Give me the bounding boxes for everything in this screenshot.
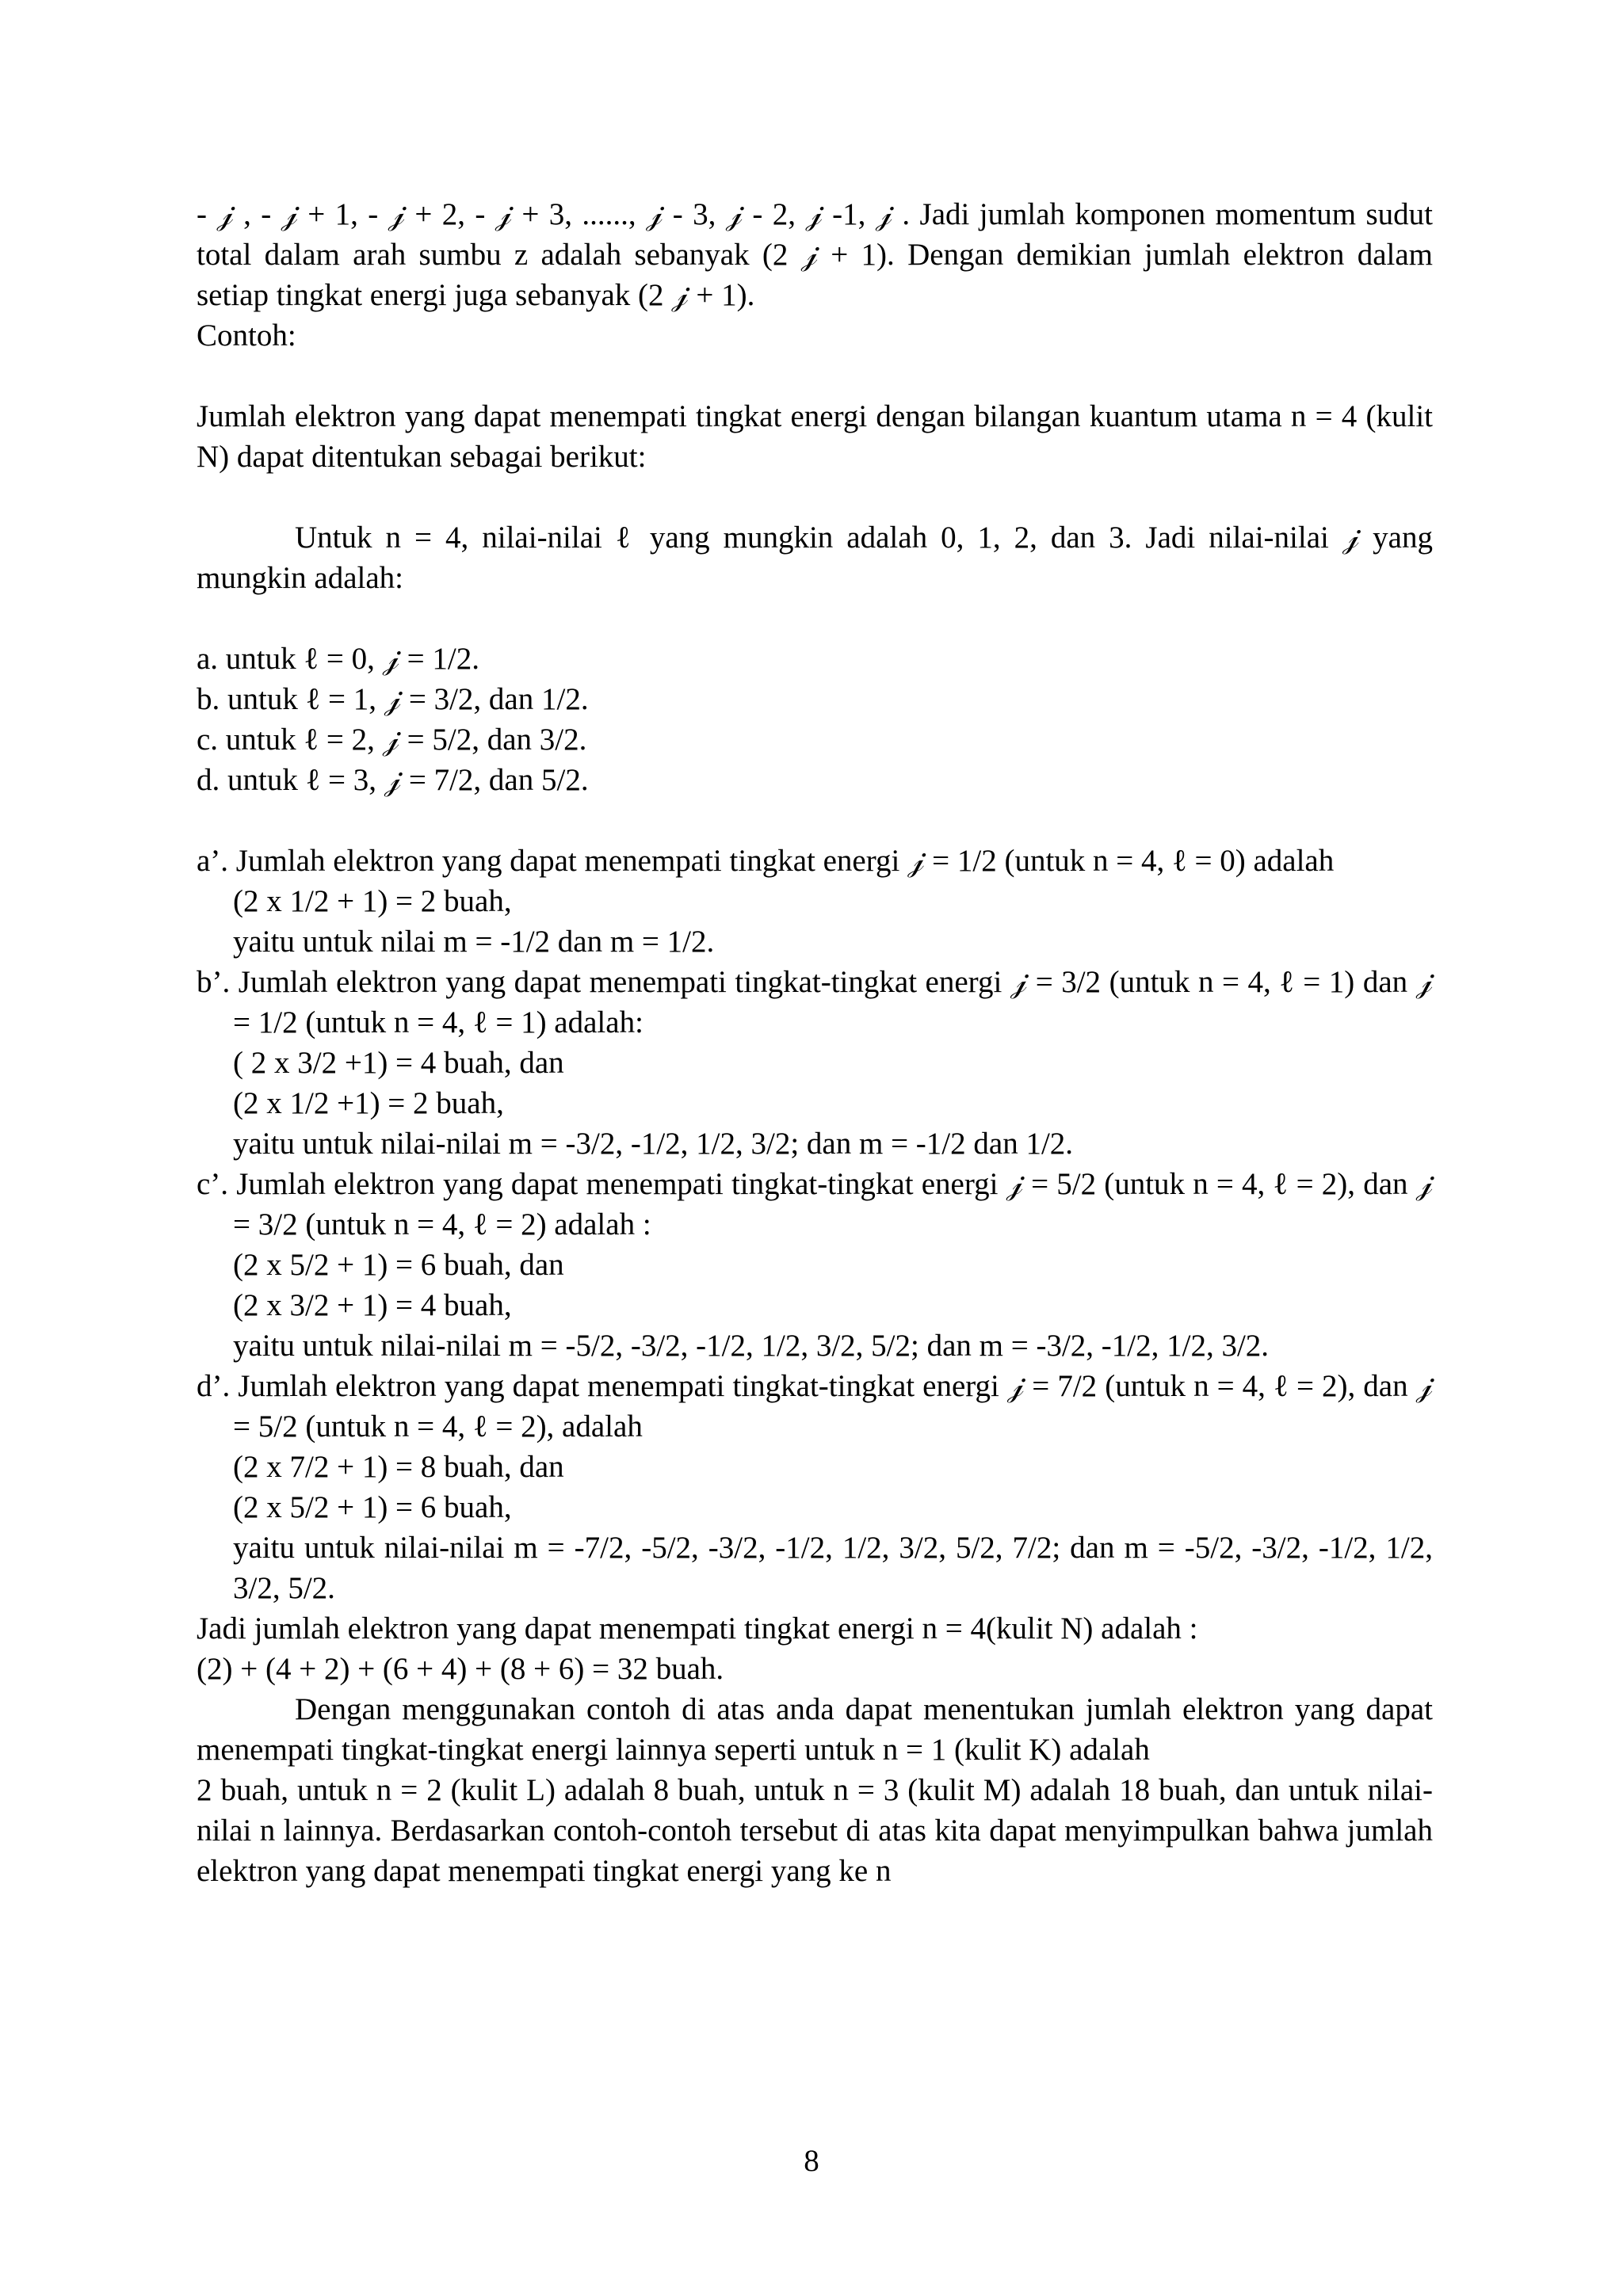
answer-b-line: ( 2 x 3/2 +1) = 4 buah, dan bbox=[233, 1046, 564, 1080]
conclusion-paragraph bbox=[197, 1689, 1433, 1891]
spacer bbox=[197, 477, 1433, 517]
conclusion-text: Dengan menggunakan contoh di atas anda dapat menentukan jumlah elektron yang dapat menempati tingkat-tingkat energi lainnya seperti untuk n = 1 (kulit K) adalah bbox=[197, 1692, 1433, 1767]
answer-c-line: yaitu untuk nilai-nilai m = -5/2, -3/2, -1/2, 1/2, 3/2, 5/2; dan m = -3/2, -1/2, 1/2, 3/2. bbox=[233, 1329, 1270, 1363]
answer-a-line: (2 x 1/2 + 1) = 2 buah, bbox=[233, 884, 512, 918]
answer-b-line: (2 x 1/2 +1) = 2 buah, bbox=[233, 1086, 504, 1120]
list-item-c: c. untuk ℓ = 2, 𝒿 = 5/2, dan 3/2. bbox=[197, 723, 587, 757]
answer-d-line: (2 x 5/2 + 1) = 6 buah, bbox=[233, 1490, 512, 1524]
answer-a-statement: a’. Jumlah elektron yang dapat menempati tingkat energi 𝒿 = 1/2 (untuk n = 4, ℓ = 0) adalah bbox=[197, 844, 1335, 878]
list-item-a: a. untuk ℓ = 0, 𝒿 = 1/2. bbox=[197, 642, 479, 676]
page-body bbox=[197, 194, 1433, 1891]
example-intro: Untuk n = 4, nilai-nilai ℓ yang mungkin adalah 0, 1, 2, dan 3. Jadi nilai-nilai 𝒿 yang mungkin adalah: bbox=[197, 521, 1433, 595]
answer-a-line: yaitu untuk nilai m = -1/2 dan m = 1/2. bbox=[233, 925, 715, 959]
example-label: Contoh: bbox=[197, 318, 296, 353]
answer-b-statement: b’. Jumlah elektron yang dapat menempati tingkat-tingkat energi 𝒿 = 3/2 (untuk n = 4, ℓ = 1) dan 𝒿 = 1/2 (untuk n = 4, ℓ = 1) adalah: bbox=[197, 965, 1433, 1039]
example-statement: Jumlah elektron yang dapat menempati tingkat energi dengan bilangan kuantum utama n = 4 (kulit N) dapat ditentukan sebagai berikut: bbox=[197, 399, 1433, 474]
list-item-b: b. untuk ℓ = 1, 𝒿 = 3/2, dan 1/2. bbox=[197, 682, 589, 716]
page-number: 8 bbox=[804, 2144, 819, 2178]
intro-paragraph: - 𝒿 , - 𝒿 + 1, - 𝒿 + 2, - 𝒿 + 3, ......, 𝒿 - 3, 𝒿 - 2, 𝒿 -1, 𝒿 . Jadi jumlah komponen momentum sudut total dalam arah sumbu z adalah sebanyak (2 𝒿 + 1). Dengan demikian jumlah elektron dalam setiap tingkat energi juga sebanyak (2 𝒿 + 1). bbox=[197, 197, 1433, 312]
answer-d-statement: d’. Jumlah elektron yang dapat menempati tingkat-tingkat energi 𝒿 = 7/2 (untuk n = 4, ℓ = 2), dan 𝒿 = 5/2 (untuk n = 4, ℓ = 2), adalah bbox=[197, 1369, 1433, 1444]
spacer bbox=[197, 598, 1433, 639]
spacer bbox=[197, 356, 1433, 396]
answer-c-statement: c’. Jumlah elektron yang dapat menempati tingkat-tingkat energi 𝒿 = 5/2 (untuk n = 4, ℓ = 2), dan 𝒿 = 3/2 (untuk n = 4, ℓ = 2) adalah : bbox=[197, 1167, 1433, 1241]
answer-c-line: (2 x 3/2 + 1) = 4 buah, bbox=[233, 1288, 512, 1322]
conclusion-text: 2 buah, untuk n = 2 (kulit L) adalah 8 buah, untuk n = 3 (kulit M) adalah 18 buah, dan untuk nilai-nilai n lainnya. Berdasarkan contoh-contoh tersebut di atas kita dapat menyimpulkan bahwa jumlah elektron yang dapat menempati tingkat energi yang ke n bbox=[197, 1773, 1433, 1888]
answer-c-line: (2 x 5/2 + 1) = 6 buah, dan bbox=[233, 1248, 564, 1282]
spacer bbox=[197, 800, 1433, 841]
answer-d-line: (2 x 7/2 + 1) = 8 buah, dan bbox=[233, 1450, 564, 1484]
list-item-d: d. untuk ℓ = 3, 𝒿 = 7/2, dan 5/2. bbox=[197, 763, 589, 797]
total-statement: Jadi jumlah elektron yang dapat menempati tingkat energi n = 4(kulit N) adalah : bbox=[197, 1611, 1198, 1646]
answer-b-line: yaitu untuk nilai-nilai m = -3/2, -1/2, 1/2, 3/2; dan m = -1/2 dan 1/2. bbox=[233, 1127, 1074, 1161]
total-equation: (2) + (4 + 2) + (6 + 4) + (8 + 6) = 32 buah. bbox=[197, 1652, 724, 1686]
answer-d-line: yaitu untuk nilai-nilai m = -7/2, -5/2, -3/2, -1/2, 1/2, 3/2, 5/2, 7/2; dan m = -5/2, -3/2, -1/2, 1/2, 3/2, 5/2. bbox=[233, 1531, 1433, 1605]
